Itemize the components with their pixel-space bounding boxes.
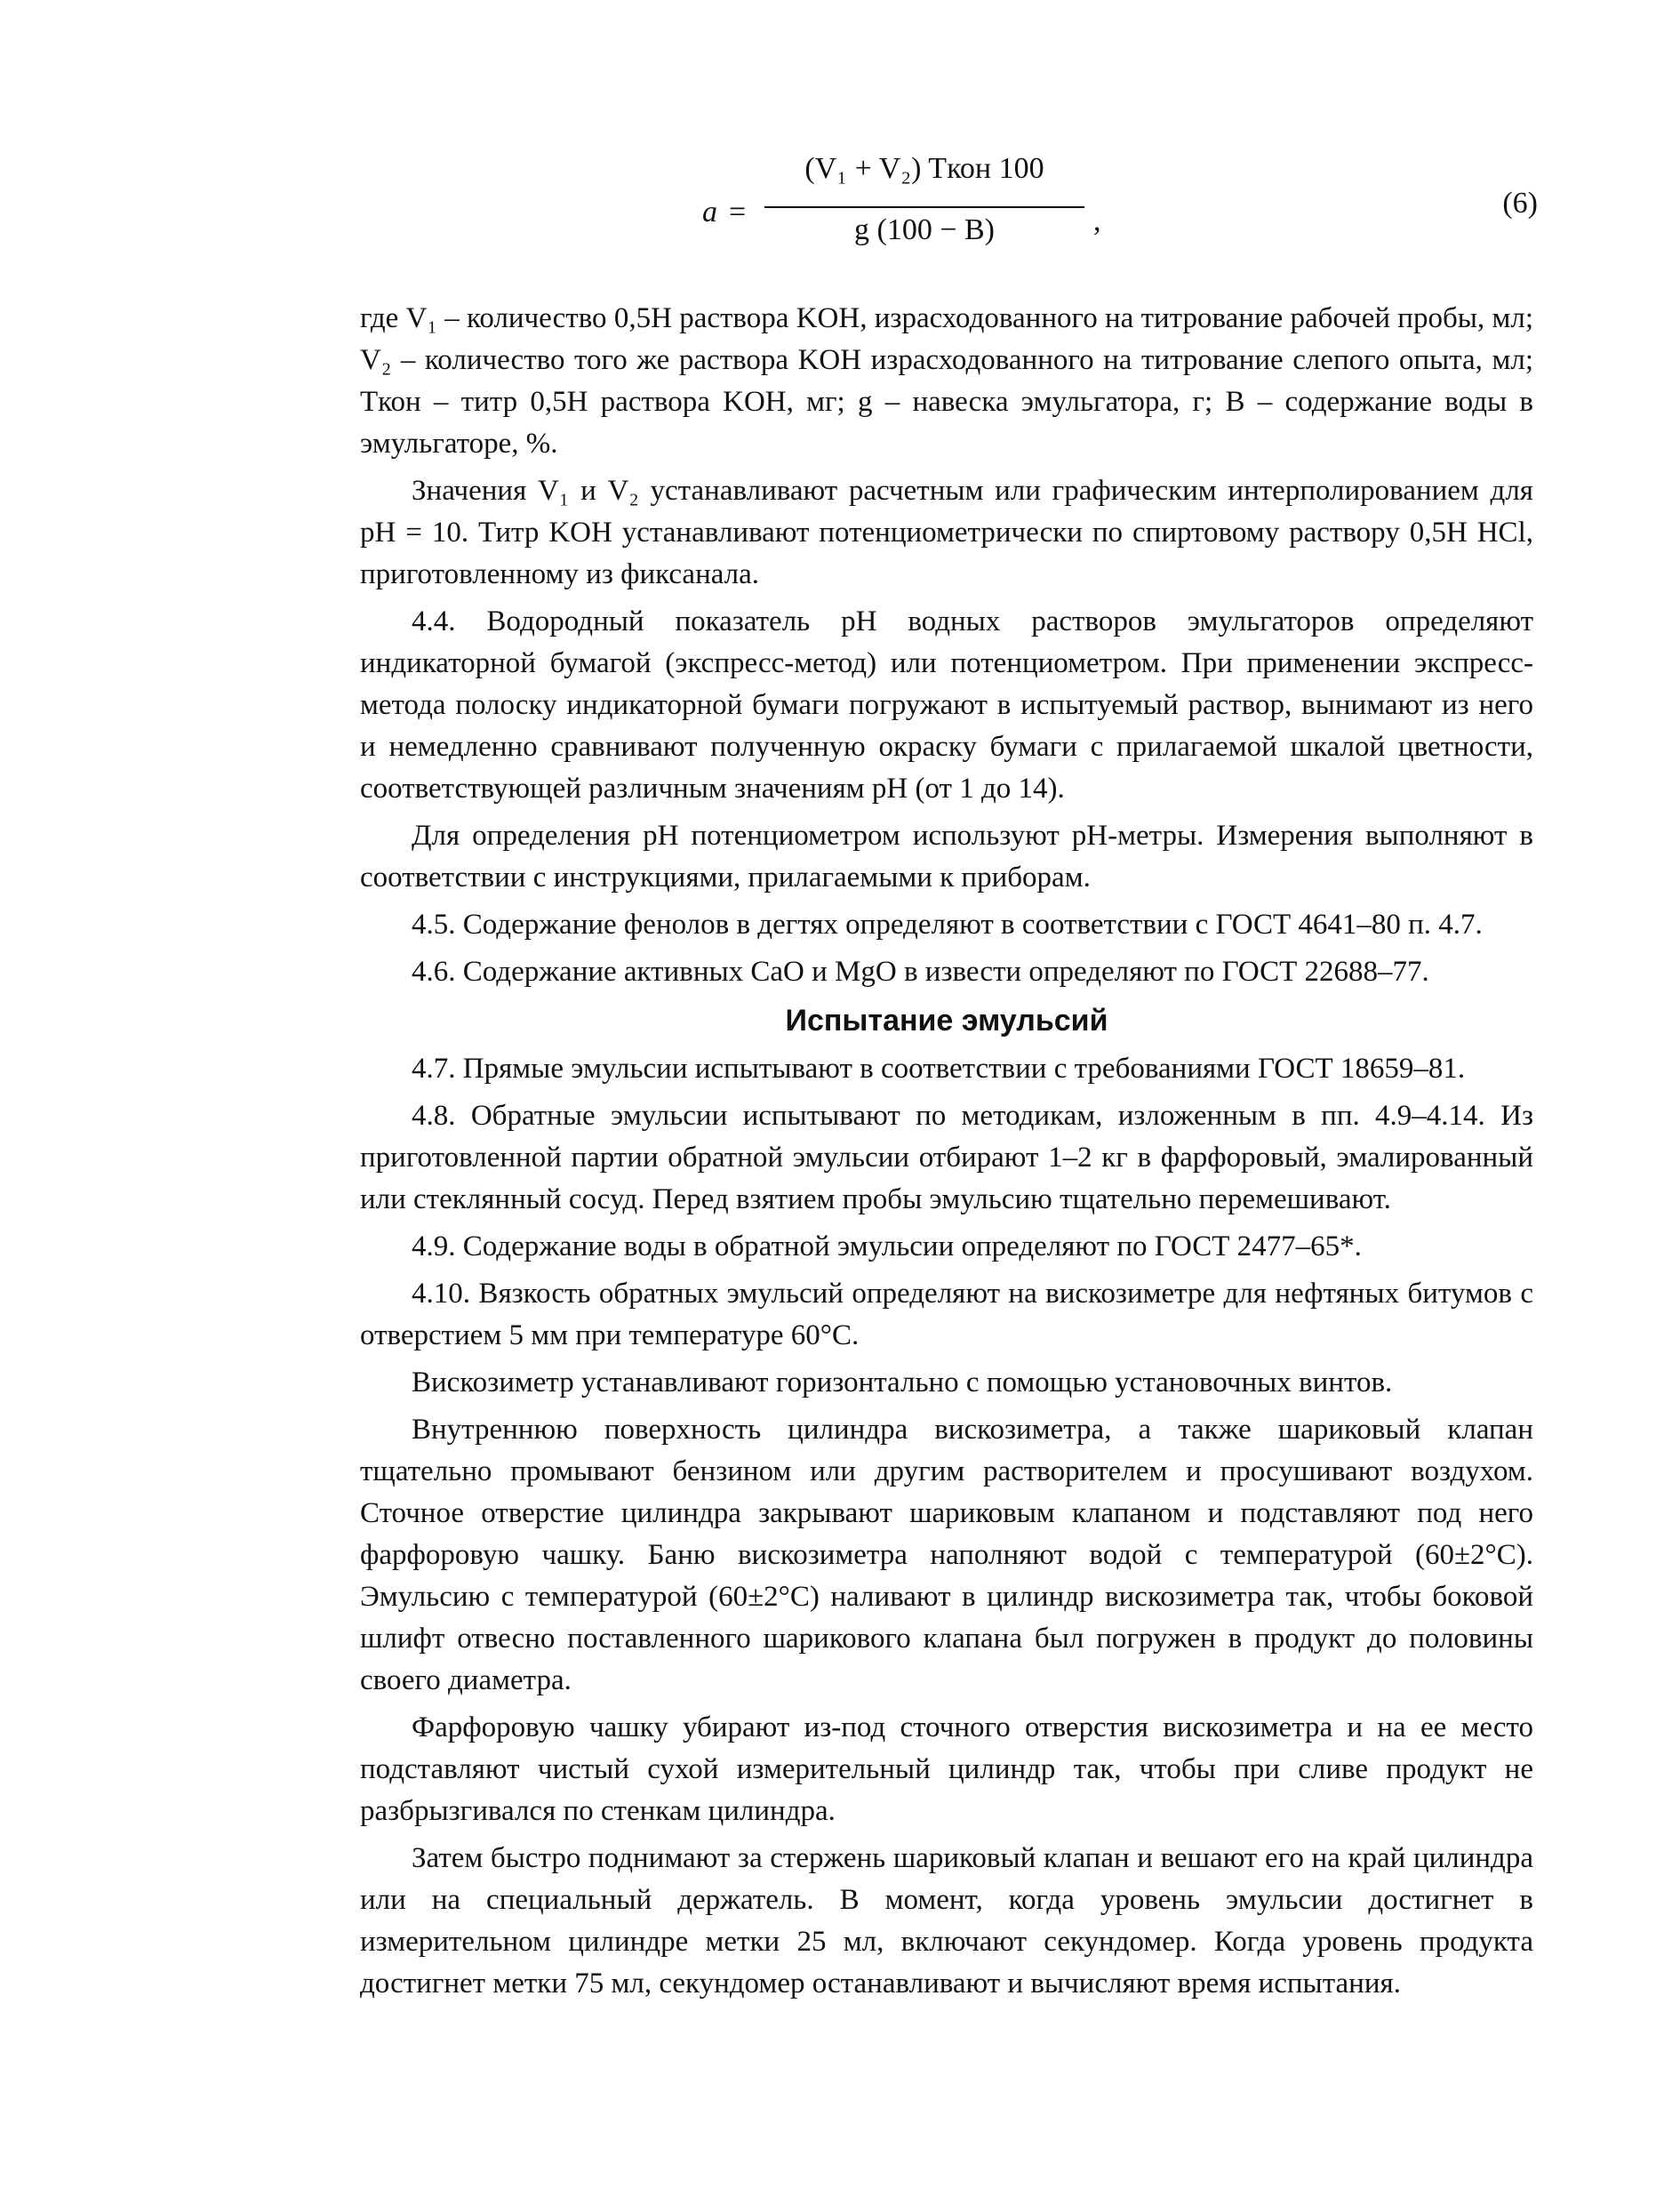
formula-equals: =: [729, 196, 747, 228]
paragraph-4-7: 4.7. Прямые эмульсии испытывают в соответствии с требованиями ГОСТ 18659–81.: [412, 1053, 1466, 1085]
paragraph-4-6: 4.6. Содержание активных CaO и MgO в извести определяют по ГОСТ 22688–77.: [412, 956, 1429, 988]
body-text: [360, 298, 1533, 2010]
paragraph-4-10: 4.10. Вязкость обратных эмульсий определяют на вискозиметре для нефтяных битумов с отверстием 5 мм при температуре 60°С.: [360, 1278, 1533, 1351]
paragraph-viscometer-prepare: Внутреннюю поверхность цилиндра вискозиметра, а также шариковый клапан тщательно промывают бензином или другим растворителем и просушивают воздухом. Сточное отверстие цилиндра закрывают шариковым клапаном и подставляют под него фарфоровую чашку. Баню вискозиметра наполняют водой с температурой (60±2°С). Эмульсию с температурой (60±2°С) наливают в цилиндр вискозиметра так, чтобы боковой шлифт отвесно поставленного шарикового клапана был погружен в продукт до половины своего диаметра.: [360, 1414, 1533, 1696]
formula-denominator: g (100 − B): [854, 213, 995, 246]
paragraph-4-9: 4.9. Содержание воды в обратной эмульсии определяют по ГОСТ 2477–65*.: [412, 1230, 1362, 1262]
formula-numerator: (V₁ + V₂) Tкон 100: [804, 152, 1044, 185]
paragraph-measurement: Затем быстро поднимают за стержень шариковый клапан и вешают его на край цилиндра или на специальный держатель. В момент, когда уровень эмульсии достигнет в измерительном цилиндре метки 25 мл, включают секундомер. Когда уровень продукта достигнет метки 75 мл, секундомер останавливают и вычисляют время испытания.: [360, 1842, 1533, 2000]
paragraph-viscometer-install: Вискозиметр устанавливают горизонтально с помощью установочных винтов.: [412, 1366, 1393, 1399]
formula-6: [702, 151, 1538, 267]
formula-number: (6): [1502, 187, 1538, 220]
formula-fraction: [764, 151, 1084, 252]
paragraph-ph-meters: Для определения pH потенциометром используют pH-метры. Измерения выполняют в соответствии с инструкциями, прилагаемыми к приборам.: [360, 820, 1533, 894]
paragraph-variables: где V₁ – количество 0,5H раствора KOH, израсходованного на титрование рабочей пробы, мл; V₂ – количество того же раствора KOH израсходованного на титрование слепого опыта, мл; Tкон – титр 0,5H раствора KOH, мг; g – навеска эмульгатора, г; B – содержание воды в эмульгаторе, %.: [360, 302, 1533, 460]
formula-comma: ,: [1093, 204, 1101, 237]
formula-lhs: a: [702, 196, 717, 228]
section-heading: Испытание эмульсий: [785, 1004, 1108, 1038]
paragraph-4-8: 4.8. Обратные эмульсии испытывают по методикам, изложенным в пп. 4.9–4.14. Из приготовленной партии обратной эмульсии отбирают 1–2 кг в фарфоровый, эмалированный или стеклянный сосуд. Перед взятием пробы эмульсию тщательно перемешивают.: [360, 1100, 1533, 1215]
paragraph-4-5: 4.5. Содержание фенолов в дегтях определяют в соответствии с ГОСТ 4641–80 п. 4.7.: [412, 909, 1483, 941]
paragraph-porcelain-cup: Фарфоровую чашку убирают из-под сточного отверстия вискозиметра и на ее место подставляют чистый сухой измерительный цилиндр так, чтобы при сливе продукт не разбрызгивался по стенкам цилиндра.: [360, 1711, 1533, 1827]
paragraph-4-4: 4.4. Водородный показатель pH водных растворов эмульгаторов определяют индикаторной бумагой (экспресс-метод) или потенциометром. При применении экспресс-метода полоску индикаторной бумаги погружают в испытуемый раствор, вынимают из него и немедленно сравнивают полученную окраску бумаги с прилагаемой шкалой цветности, соответствующей различным значениям pH (от 1 до 14).: [360, 605, 1533, 805]
paragraph-values: Значения V₁ и V₂ устанавливают расчетным или графическим интерполированием для pH = 10. Титр KOH устанавливают потенциометрически по спиртовому раствору 0,5H HCl, приготовленному из фиксанала.: [360, 475, 1533, 590]
